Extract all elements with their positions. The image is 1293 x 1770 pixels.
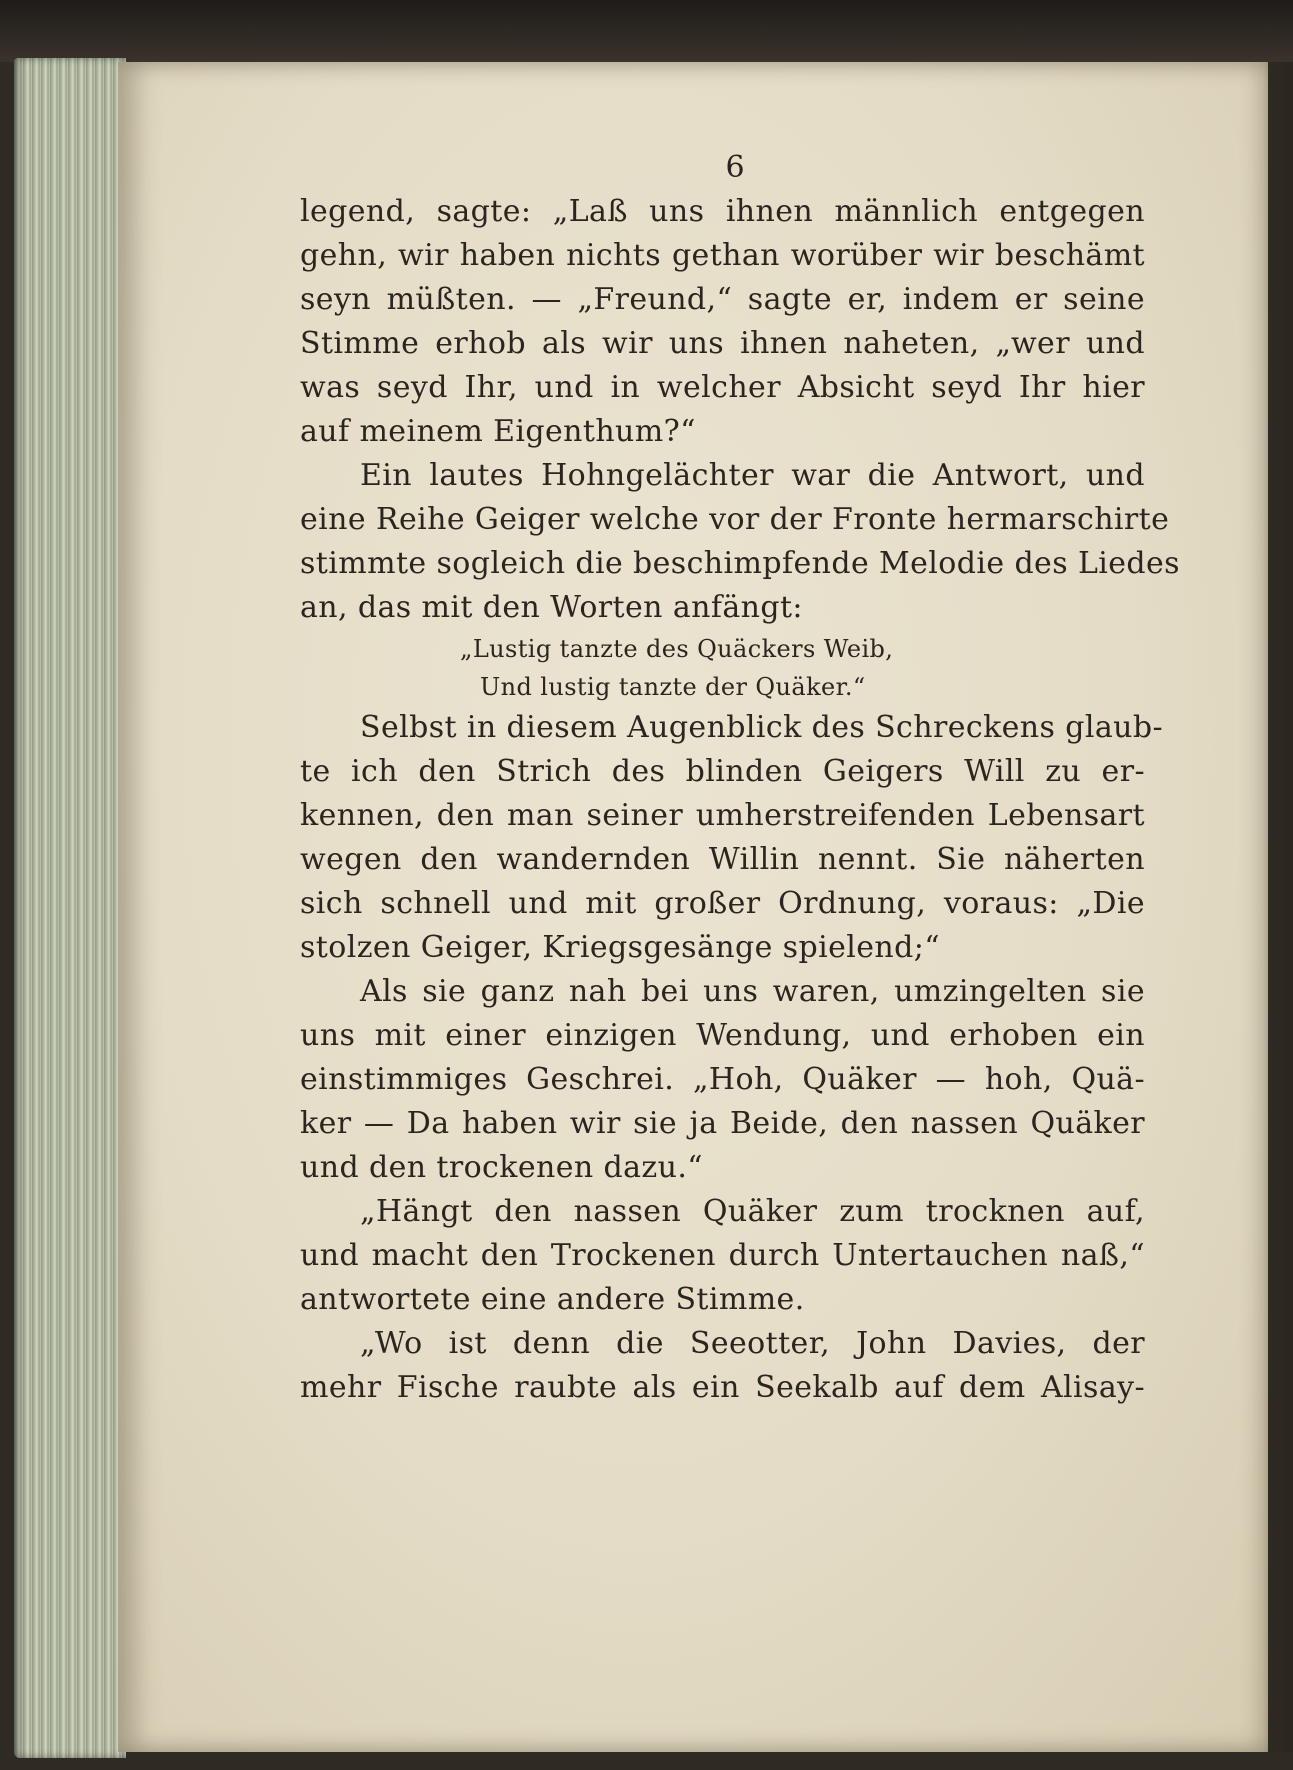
text-line: stimmte sogleich die beschimpfende Melodie des Liedes	[300, 546, 1180, 581]
text-line: eine Reihe Geiger welche vor der Fronte hermarschirte	[300, 502, 1170, 537]
text-line: „Wo ist denn die Seeotter, John Davies, der	[360, 1326, 1145, 1361]
text-line: sich schnell und mit großer Ordnung, voraus: „Die	[300, 886, 1145, 921]
text-line: kennen, den man seiner umherstreifenden Lebensart	[300, 798, 1145, 833]
text-line: ker — Da haben wir sie ja Beide, den nassen Quäker	[300, 1106, 1145, 1141]
book-cover-top	[0, 0, 1293, 62]
text-line: seyn müßten. — „Freund,“ sagte er, indem er seine	[300, 282, 1145, 317]
text-line: an, das mit den Worten anfängt:	[300, 590, 803, 625]
text-line: gehn, wir haben nichts gethan worüber wir beschämt	[300, 238, 1145, 273]
text-line: und macht den Trockenen durch Untertauchen naß,“	[300, 1238, 1145, 1273]
text-line: und den trockenen dazu.“	[300, 1150, 704, 1185]
text-line: Stimme erhob als wir uns ihnen naheten, „wer und	[300, 326, 1145, 361]
verse-line: „Lustig tanzte des Quäckers Weib,	[460, 635, 894, 663]
text-line: Ein lautes Hohngelächter war die Antwort, und	[360, 458, 1145, 493]
text-line: antwortete eine andere Stimme.	[300, 1282, 805, 1317]
page-text	[300, 190, 1180, 1410]
page-edges	[14, 58, 126, 1758]
text-line: „Hängt den nassen Quäker zum trocknen auf,	[360, 1194, 1145, 1229]
page-number: 6	[725, 150, 745, 185]
text-line: Als sie ganz nah bei uns waren, umzingelten sie	[360, 974, 1145, 1009]
text-line: auf meinem Eigenthum?“	[300, 414, 696, 449]
text-line: stolzen Geiger, Kriegsgesänge spielend;“	[300, 930, 940, 965]
text-line: Selbst in diesem Augenblick des Schreckens glaub-	[360, 710, 1163, 745]
text-line: einstimmiges Geschrei. „Hoh, Quäker — hoh, Quä-	[300, 1062, 1145, 1097]
verse-line: Und lustig tanzte der Quäker.“	[480, 673, 866, 701]
text-line: was seyd Ihr, und in welcher Absicht seyd Ihr hier	[300, 370, 1145, 405]
text-line: uns mit einer einzigen Wendung, und erhoben ein	[300, 1018, 1145, 1053]
text-line: legend, sagte: „Laß uns ihnen männlich entgegen	[300, 194, 1145, 229]
text-line: wegen den wandernden Willin nennt. Sie näherten	[300, 842, 1145, 877]
page-gutter-shadow	[1263, 62, 1293, 1752]
text-line: te ich den Strich des blinden Geigers Will zu er-	[300, 754, 1145, 789]
text-line: mehr Fische raubte als ein Seekalb auf dem Alisay-	[300, 1370, 1145, 1405]
